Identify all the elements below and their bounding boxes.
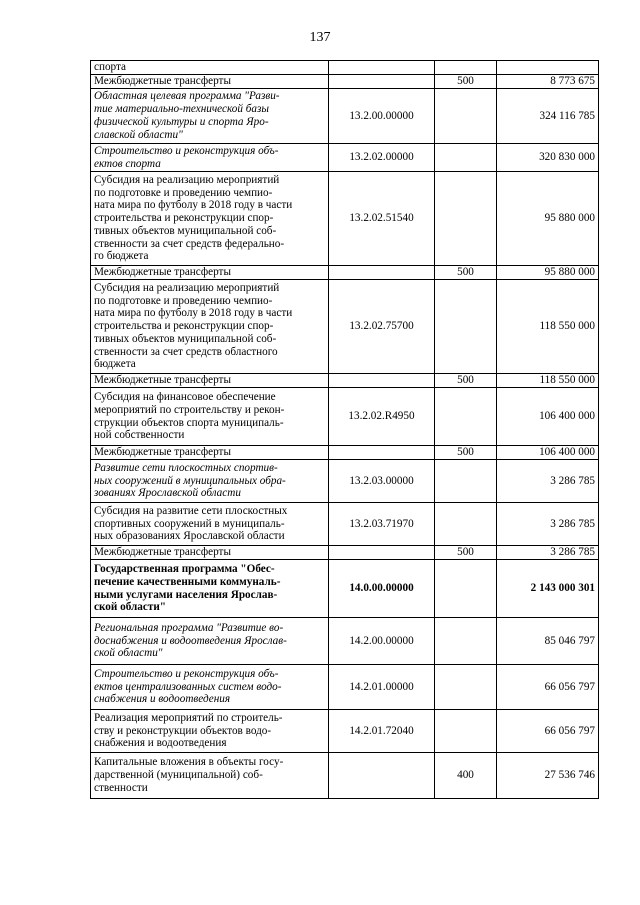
amount-cell: 324 116 785	[497, 89, 599, 144]
target-code-cell: 13.2.03.00000	[329, 460, 435, 503]
item-name-line: Региональная программа "Развитие во-	[94, 621, 284, 634]
budget-table	[90, 60, 599, 799]
expense-type-cell	[435, 388, 497, 446]
expense-type-cell: 500	[435, 75, 497, 89]
target-code-cell	[329, 266, 435, 280]
item-name-cell	[91, 280, 329, 374]
item-name-line: строительства и реконструкции спор-	[94, 320, 274, 333]
item-name-cell	[91, 710, 329, 753]
item-name-line: ной собственности	[94, 429, 185, 442]
table-row	[91, 710, 599, 753]
item-name-line: ными услугами населения Ярослав-	[94, 588, 278, 601]
item-name-line: спортивных сооружений в муниципаль-	[94, 517, 285, 530]
amount-cell: 3 286 785	[497, 460, 599, 503]
item-name-line: Межбюджетные трансферты	[94, 75, 231, 88]
item-name-cell	[91, 503, 329, 546]
target-code-cell: 14.0.00.00000	[329, 560, 435, 618]
item-name-line: по подготовке и проведению чемпио-	[94, 294, 273, 307]
item-name-cell	[91, 460, 329, 503]
item-name-line: физической культуры и спорта Яро-	[94, 116, 269, 128]
target-code-cell: 13.2.02.51540	[329, 172, 435, 266]
item-name-cell	[91, 618, 329, 665]
expense-type-cell: 500	[435, 374, 497, 388]
item-name-line: го бюджета	[94, 250, 149, 263]
item-name-cell	[91, 172, 329, 266]
item-name-line: Развитие сети плоскостных спортив-	[94, 461, 278, 474]
item-name-cell	[91, 446, 329, 460]
expense-type-cell: 500	[435, 266, 497, 280]
amount-cell: 3 286 785	[497, 546, 599, 560]
table-row	[91, 61, 599, 75]
amount-cell: 95 880 000	[497, 266, 599, 280]
table-row	[91, 753, 599, 799]
item-name-line: Государственная программа "Обес-	[94, 562, 275, 575]
item-name-cell	[91, 665, 329, 710]
amount-cell: 2 143 000 301	[497, 560, 599, 618]
item-name-line: Субсидия на реализацию мероприятий	[94, 281, 280, 294]
item-name-line: струкции объектов спорта муниципаль-	[94, 416, 284, 429]
target-code-cell	[329, 753, 435, 799]
amount-cell: 118 550 000	[497, 374, 599, 388]
table-row	[91, 75, 599, 89]
amount-cell: 106 400 000	[497, 446, 599, 460]
table-row	[91, 503, 599, 546]
item-name-line: Реализация мероприятий по строитель-	[94, 711, 283, 724]
item-name-line: ственности	[94, 781, 148, 794]
item-name-cell	[91, 266, 329, 280]
item-name-line: Межбюджетные трансферты	[94, 374, 231, 387]
item-name-line: печение качественными коммуналь-	[94, 575, 281, 588]
target-code-cell	[329, 75, 435, 89]
expense-type-cell	[435, 618, 497, 665]
amount-cell: 320 830 000	[497, 144, 599, 172]
target-code-cell	[329, 546, 435, 560]
item-name-line: Строительство и реконструкция объ-	[94, 667, 279, 680]
item-name-line: ственности за счет средств федерально-	[94, 237, 285, 250]
amount-cell: 95 880 000	[497, 172, 599, 266]
target-code-cell: 13.2.03.71970	[329, 503, 435, 546]
item-name-line: Межбюджетные трансферты	[94, 446, 231, 459]
item-name-line: тие материально-технической базы	[94, 103, 269, 116]
item-name-line: ектов спорта	[94, 157, 161, 170]
expense-type-cell	[435, 560, 497, 618]
item-name-line: ской области"	[94, 601, 166, 614]
item-name-line: спорта	[94, 61, 126, 74]
item-name-line: снабжения и водоотведения	[94, 693, 231, 706]
item-name-line: ных сооружений в муниципальных обра-	[94, 474, 286, 487]
amount-cell: 85 046 797	[497, 618, 599, 665]
item-name-line: ната мира по футболу в 2018 году в части	[94, 199, 293, 212]
item-name-line: Субсидия на развитие сети плоскостных	[94, 504, 288, 517]
target-code-cell: 13.2.02.R4950	[329, 388, 435, 446]
table-row	[91, 266, 599, 280]
table-row	[91, 374, 599, 388]
target-code-cell	[329, 374, 435, 388]
item-name-cell	[91, 560, 329, 618]
expense-type-cell: 400	[435, 753, 497, 799]
expense-type-cell: 500	[435, 446, 497, 460]
item-name-cell	[91, 61, 329, 75]
item-name-line: мероприятий по строительству и рекон-	[94, 403, 285, 416]
table-row	[91, 172, 599, 266]
target-code-cell	[329, 61, 435, 75]
table-row	[91, 460, 599, 503]
target-code-cell: 13.2.00.00000	[329, 89, 435, 144]
item-name-cell	[91, 75, 329, 89]
target-code-cell: 14.2.00.00000	[329, 618, 435, 665]
item-name-line: ской области"	[94, 647, 163, 660]
item-name-cell	[91, 546, 329, 560]
item-name-cell	[91, 374, 329, 388]
table-row	[91, 618, 599, 665]
table-row	[91, 388, 599, 446]
item-name-line: ектов централизованных систем водо-	[94, 680, 282, 693]
expense-type-cell	[435, 503, 497, 546]
page-number: 137	[309, 30, 331, 45]
item-name-line: бюджета	[94, 358, 136, 371]
expense-type-cell	[435, 665, 497, 710]
item-name-line: Субсидия на реализацию мероприятий	[94, 173, 280, 186]
table-row	[91, 665, 599, 710]
item-name-line: зованиях Ярославской области	[94, 487, 241, 500]
item-name-line: снабжения и водоотведения	[94, 737, 227, 750]
item-name-line: славской области"	[94, 128, 183, 141]
amount-cell: 8 773 675	[497, 75, 599, 89]
expense-type-cell	[435, 460, 497, 503]
target-code-cell	[329, 446, 435, 460]
table-row	[91, 89, 599, 144]
item-name-line: по подготовке и проведению чемпио-	[94, 186, 273, 199]
table-row	[91, 446, 599, 460]
item-name-line: ната мира по футболу в 2018 году в части	[94, 307, 293, 320]
amount-cell: 66 056 797	[497, 665, 599, 710]
amount-cell: 3 286 785	[497, 503, 599, 546]
item-name-line: Областная целевая программа "Разви-	[94, 90, 280, 103]
expense-type-cell	[435, 61, 497, 75]
item-name-line: Строительство и реконструкция объ-	[94, 144, 279, 157]
item-name-line: тивных объектов муниципальной соб-	[94, 224, 277, 237]
amount-cell: 27 536 746	[497, 753, 599, 799]
item-name-line: доснабжения и водоотведения Ярослав-	[94, 634, 287, 647]
item-name-cell	[91, 753, 329, 799]
table-row	[91, 144, 599, 172]
item-name-line: ных образованиях Ярославской области	[94, 530, 285, 543]
item-name-line: Субсидия на финансовое обеспечение	[94, 390, 276, 403]
table-row	[91, 560, 599, 618]
item-name-cell	[91, 89, 329, 144]
target-code-cell: 13.2.02.75700	[329, 280, 435, 374]
expense-type-cell	[435, 144, 497, 172]
expense-type-cell: 500	[435, 546, 497, 560]
item-name-line: ству и реконструкции объектов водо-	[94, 724, 272, 737]
amount-cell	[497, 61, 599, 75]
table-row	[91, 280, 599, 374]
expense-type-cell	[435, 710, 497, 753]
expense-type-cell	[435, 172, 497, 266]
item-name-cell	[91, 144, 329, 172]
item-name-line: строительства и реконструкции спор-	[94, 212, 274, 225]
item-name-line: Межбюджетные трансферты	[94, 266, 231, 279]
amount-cell: 106 400 000	[497, 388, 599, 446]
item-name-line: Капитальные вложения в объекты госу-	[94, 756, 284, 769]
target-code-cell: 13.2.02.00000	[329, 144, 435, 172]
item-name-line: Межбюджетные трансферты	[94, 546, 231, 559]
item-name-line: ственности за счет средств областного	[94, 345, 278, 358]
item-name-line: дарственной (муниципальной) соб-	[94, 769, 263, 782]
expense-type-cell	[435, 89, 497, 144]
expense-type-cell	[435, 280, 497, 374]
amount-cell: 118 550 000	[497, 280, 599, 374]
item-name-line: тивных объектов муниципальной соб-	[94, 332, 277, 345]
target-code-cell: 14.2.01.72040	[329, 710, 435, 753]
item-name-cell	[91, 388, 329, 446]
target-code-cell: 14.2.01.00000	[329, 665, 435, 710]
amount-cell: 66 056 797	[497, 710, 599, 753]
table-row	[91, 546, 599, 560]
